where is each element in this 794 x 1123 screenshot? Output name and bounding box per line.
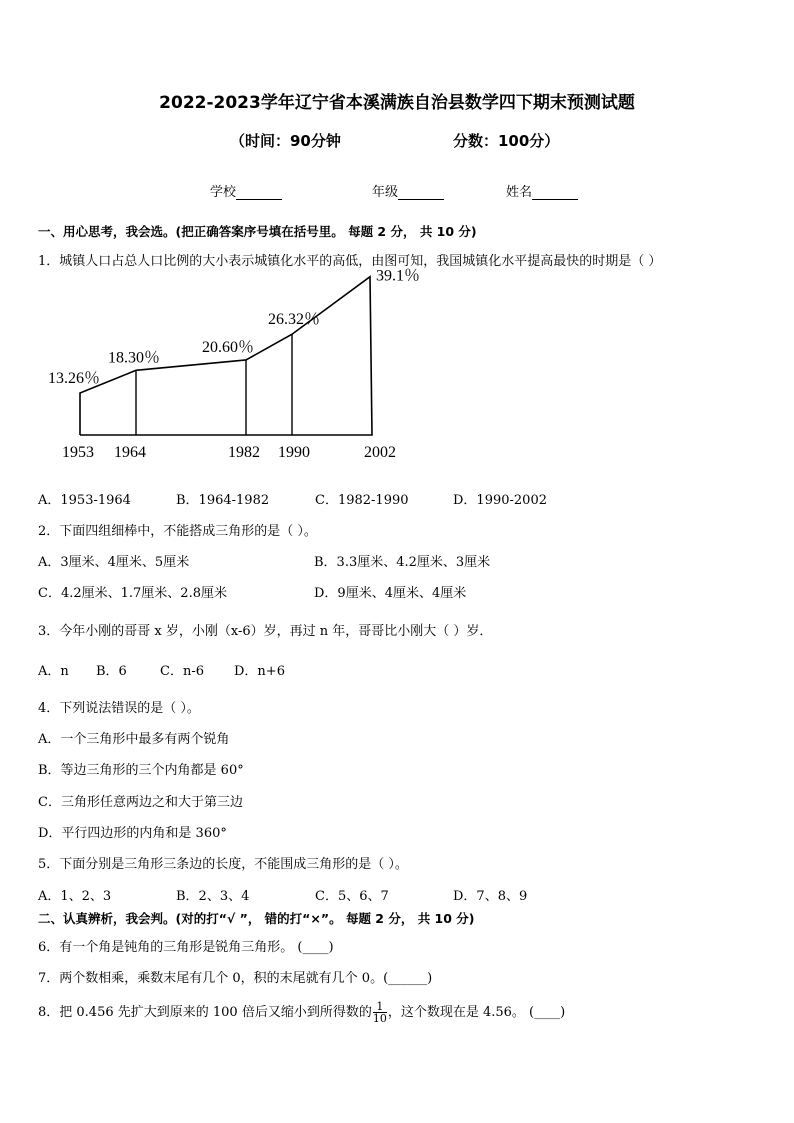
- q1-option-a[interactable]: A．1953-1964: [38, 493, 131, 508]
- question-5: 5．下面分别是三角形三条边的长度，不能围成三角形的是（ ）。: [38, 857, 408, 872]
- chart-year-label-1990: 1990: [278, 444, 310, 461]
- q5-option-b[interactable]: B．2、3、4: [176, 889, 250, 904]
- urbanization-chart: [40, 267, 450, 466]
- q1-option-b[interactable]: B．1964-1982: [176, 493, 270, 508]
- q8-text-after: ，这个数现在是 4.56。 (____): [387, 1005, 566, 1020]
- school-blank[interactable]: [236, 187, 282, 200]
- grade-field: [372, 181, 444, 200]
- question-4: 4．下列说法错误的是（ ）。: [38, 701, 200, 716]
- school-label: 学校: [210, 185, 237, 200]
- grade-label: 年级: [372, 185, 399, 200]
- q2-option-c[interactable]: C．4.2厘米、1.7厘米、2.8厘米: [38, 586, 227, 601]
- q1-option-c[interactable]: C．1982-1990: [315, 493, 409, 508]
- q8-fraction-numerator: 1: [373, 1001, 387, 1013]
- name-blank[interactable]: [532, 187, 578, 200]
- q8-fraction-denominator: 10: [372, 1012, 387, 1025]
- name-field: [506, 181, 578, 200]
- q2-option-b[interactable]: B．3.3厘米、4.2厘米、3厘米: [314, 555, 491, 570]
- question-8: [38, 1001, 565, 1024]
- q4-option-c[interactable]: C．三角形任意两边之和大于第三边: [38, 795, 243, 810]
- q3-option-b[interactable]: B．6: [96, 664, 127, 679]
- q5-option-d[interactable]: D．7、8、9: [453, 889, 528, 904]
- q4-option-d[interactable]: D．平行四边形的内角和是 360°: [38, 826, 227, 841]
- school-field: [210, 181, 282, 200]
- question-2: 2．下面四组细棒中，不能搭成三角形的是（ ）。: [38, 524, 317, 539]
- page-title: 2022-2023学年辽宁省本溪满族自治县数学四下期末预测试题: [159, 93, 635, 113]
- chart-value-label-1953: 13.26％: [48, 370, 101, 387]
- chart-year-label-1964: 1964: [114, 444, 146, 461]
- chart-year-label-1953: 1953: [62, 444, 94, 461]
- q4-option-a[interactable]: A．一个三角形中最多有两个锐角: [38, 732, 230, 747]
- chart-value-label-1964: 18.30％: [108, 349, 161, 367]
- q3-option-d[interactable]: D．n+6: [234, 664, 285, 679]
- chart-year-label-2002: 2002: [364, 444, 396, 461]
- section-2-heading: 二、认真辨析，我会判。(对的打“√ ”， 错的打“×”。 每题 2 分， 共 10 分): [38, 911, 475, 926]
- q5-option-c[interactable]: C．5、6、7: [315, 889, 389, 904]
- q8-fraction: [373, 1001, 387, 1024]
- q2-option-a[interactable]: A．3厘米、4厘米、5厘米: [38, 555, 190, 570]
- question-6: 6．有一个角是钝角的三角形是锐角三角形。 (____): [38, 940, 334, 955]
- name-label: 姓名: [506, 185, 533, 200]
- q3-option-a[interactable]: A．n: [38, 664, 69, 679]
- q3-option-c[interactable]: C．n-6: [160, 664, 204, 679]
- grade-blank[interactable]: [398, 187, 444, 200]
- chart-value-label-2002: 39.1％: [376, 267, 421, 285]
- exam-time: （时间：90分钟: [230, 132, 341, 150]
- q8-text-before: 8．把 0.456 先扩大到原来的 100 倍后又缩小到所得数的: [38, 1005, 372, 1020]
- chart-value-label-1982: 20.60％: [202, 338, 255, 356]
- question-1: 1．城镇人口占总人口比例的大小表示城镇化水平的高低，由图可知，我国城镇化水平提高最快的时期是（ ）: [38, 254, 662, 269]
- q5-option-a[interactable]: A．1、2、3: [38, 889, 112, 904]
- q4-option-b[interactable]: B．等边三角形的三个内角都是 60°: [38, 763, 244, 778]
- question-3: 3．今年小刚的哥哥 x 岁，小刚（x-6）岁，再过 n 年，哥哥比小刚大（ ）岁．: [38, 624, 493, 639]
- q1-option-d[interactable]: D．1990-2002: [453, 493, 547, 508]
- chart-year-label-1982: 1982: [228, 444, 260, 461]
- chart-value-label-1990: 26.32％: [268, 311, 321, 329]
- q2-option-d[interactable]: D．9厘米、4厘米、4厘米: [314, 586, 467, 601]
- section-1-heading: 一、用心思考，我会选。(把正确答案序号填在括号里。 每题 2 分， 共 10 分): [38, 224, 477, 239]
- exam-score: 分数：100分）: [453, 132, 560, 150]
- question-7: 7．两个数相乘，乘数末尾有几个 0，积的末尾就有几个 0。(______): [38, 971, 433, 986]
